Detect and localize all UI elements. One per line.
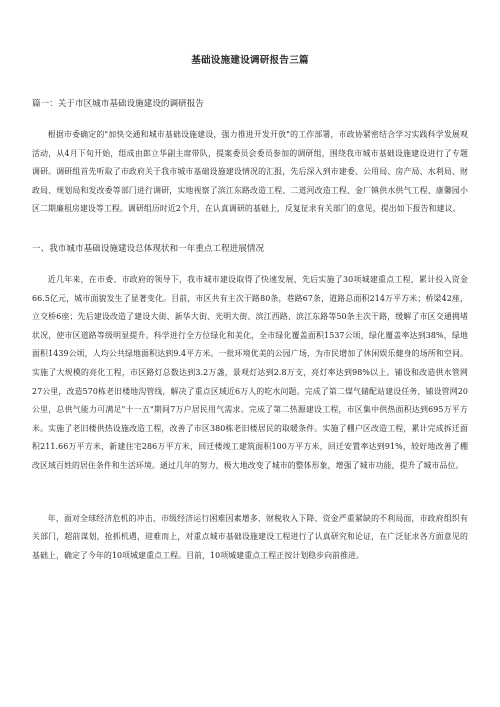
section-heading: 篇一：关于市区城市基础设施建设的调研报告 — [32, 99, 204, 109]
document-title: 基础设施建设调研报告三篇 — [191, 55, 309, 66]
paragraph-status: 近几年来，在市委、市政府的领导下，我市城市建设取得了快速发展，先后实施了30项城建重点工程，累计投入资金66.5亿元，城市面貌发生了显著变化。目前，市区共有主次干路80条，巷路67条，道路总面积214万平方米；桥梁42座，立交桥6座；先后建设改造了建设大街、新华大街、光明大街、滨江西路、滨江东路等50条主次干路，缓解了市区交通拥堵状况，使市区道路等级明显提升。科学进行全方位绿化和美化，全市绿化覆盖面积1537公顷，绿化覆盖率达到38%，绿地面积1439公顷，人均公共绿地面积达到9.4平方米。一批环境优美的公园广场，为市民增加了休闲娱乐健身的场所和空间。实施了大规模的亮化工程，市区路灯总数达到3.2万盏，景观灯达到2.8万支，亮灯率达到98%以上。铺设和改造供水管网27公里，改造570栋老旧楼地沟管线，解决了重点区域近6万人的吃水问题。完成了第二煤气储配站建设任务，铺设管网20公里，总供气能力可满足"十一五"期间7万户居民用气需求。完成了第二热源建设工程，市区集中供热面积达到695万平方米。实施了老旧楼供热设施改造工程，改善了市区380栋老旧楼居民的取暖条件。实施了棚户区改造工程，累计完成拆迁面积211.66万平方米，新建住宅286万平方米，回迁楼竣工建筑面积100万平方米，回迁安置率达到91%，较好地改善了棚改区域百姓的居住条件和生活环境。通过几年的努力，极大地改变了城市的整体形象，增强了城市功能，提升了城市品位。 — [32, 274, 468, 470]
paragraph-intro: 根据市委确定的"加快交通和城市基础设施建设，强力推进开发开放"的工作部署，市政协紧密结合学习实践科学发展观活动，从4月下旬开始，组成由郎立华副主席带队，提案委员会委员参加的调研组，围绕我市城市基础设施建设进行了专题调研。调研组首先听取了市政府关于我市城市基础设施建设情况的汇报，先后深入到市建委、公用局、房产局、水利局、财政局、规划局和发改委等部门进行调研，实地视察了滨江东路改造工程、二道河改造工程、金厂镇供水供气工程、康馨园小区二期廉租房建设等工程。调研组历时近2个月，在认真调研的基础上，反复征求有关部门的意见，提出如下报告和建议。 — [32, 130, 468, 214]
subheading-status: 一、我市城市基础设施建设总体现状和一年重点工程进展情况 — [32, 243, 265, 254]
paragraph-this-year: 年，面对全球经济危机的冲击、市级经济运行困难因素增多、财税收入下降、资金严重紧缺的不利局面，市政府组织有关部门，超前谋划，抢抓机遇，迎难而上，对重点城市基础设施建设工程进行了认真研究和论证，在广泛征求各方面意见的基础上，确定了今年的10项城建重点工程。目前，10项城建重点工程正按计划稳步向前推进。 — [32, 513, 468, 560]
